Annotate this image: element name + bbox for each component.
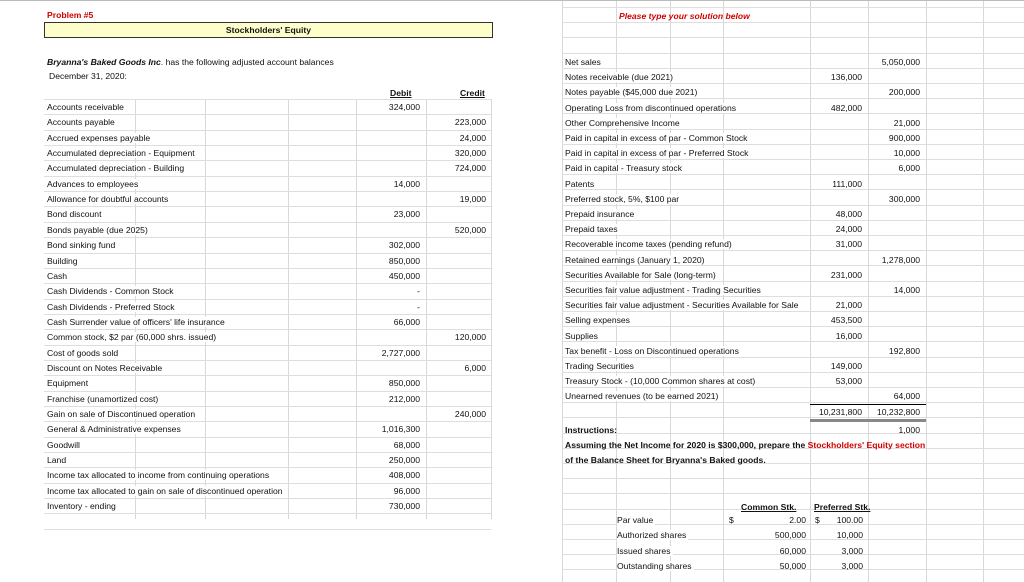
credit-cell[interactable]: 900,000 [888,133,920,143]
instructions-highlight: Stockholders' Equity section [807,440,926,450]
grid-column-line [810,1,811,582]
debit-cell[interactable]: - [417,301,420,312]
grid-row-line [44,329,491,330]
credit-cell[interactable]: 724,000 [454,163,486,174]
instructions-label: Instructions: [565,425,618,435]
credit-cell[interactable]: 19,000 [459,194,486,205]
grid-row-line [44,360,491,361]
grid-row-line [562,113,1024,114]
debit-cell[interactable]: 302,000 [388,240,420,251]
grid-row-line [44,222,491,223]
grid-row-line [562,68,1024,69]
intro-text: . has the following adjusted account balances [160,57,334,67]
account-name: Notes payable ($45,000 due 2021) [565,87,698,98]
common-stk-header: Common Stk. [741,502,797,512]
account-name: Cost of goods sold [47,347,119,358]
debit-cell[interactable]: 250,000 [388,455,420,466]
credit-cell[interactable]: 1,278,000 [881,254,920,265]
intro-line [47,57,334,67]
account-name: Land [47,455,67,466]
credit-cell[interactable]: 10,000 [893,148,920,159]
grid-row-line [562,387,1024,388]
account-name: Unearned revenues (to be earned 2021) [565,391,719,402]
debit-cell[interactable]: 1,016,300 [381,424,420,435]
account-name: Accounts payable [47,117,115,128]
account-name: Advances to employees [47,178,139,189]
debit-cell[interactable]: 231,000 [830,269,862,280]
debit-cell[interactable]: 324,000 [388,102,420,112]
account-name: Securities fair value adjustment - Securities Available for Sale [565,300,799,311]
grid-row-line [562,493,1024,494]
account-name: Bond sinking fund [47,240,116,251]
grid-row-line [44,299,491,300]
currency-symbol: $ [815,515,820,525]
grid-row-line [562,22,1024,23]
grid-row-line [562,417,1024,418]
debit-cell[interactable]: 850,000 [388,378,420,389]
grid-row-line [562,326,1024,327]
account-name: Selling expenses [565,315,630,326]
account-name: Accrued expenses payable [47,132,151,143]
account-name: Accumulated depreciation - Building [47,163,185,174]
grid-row-line [44,206,491,207]
credit-cell[interactable]: 223,000 [454,117,486,128]
grid-row-line [44,498,491,499]
debit-cell[interactable]: 149,000 [830,361,862,371]
grid-row-line [44,421,491,422]
stock-label: Outstanding shares [617,560,692,571]
grid-row-line [44,513,491,514]
grid-row-line [562,53,1024,54]
grid-row-line [562,37,1024,38]
grid-row-line [562,235,1024,236]
account-name: Bond discount [47,209,102,220]
account-name: Bonds payable (due 2025) [47,224,148,235]
credit-cell[interactable]: 24,000 [459,132,486,143]
grid-row-line [44,467,491,468]
debit-cell[interactable]: 2,727,000 [381,347,420,358]
grid-row-line [44,130,491,131]
grid-row-line [562,159,1024,160]
grid-row-line [44,283,491,284]
debit-header: Debit [390,88,412,98]
grid-column-line [426,99,427,519]
debit-cell[interactable]: 66,000 [393,316,420,327]
preferred-value[interactable]: 10,000 [836,530,863,541]
credit-cell[interactable]: 21,000 [893,117,920,128]
grid-row-line [44,483,491,484]
grid-row-line [562,220,1024,221]
debit-cell[interactable]: 31,000 [835,239,862,250]
common-value[interactable]: 60,000 [779,545,806,556]
account-name: Notes receivable (due 2021) [565,72,673,83]
account-name: Allowance for doubtful accounts [47,194,169,205]
account-name: Inventory - ending [47,501,116,512]
grid-row-line [44,391,491,392]
account-name: Trading Securities [565,361,634,371]
account-name: Prepaid taxes [565,224,618,235]
grid-row-line [562,372,1024,373]
account-name: Operating Loss from discontinued operations [565,102,737,113]
preferred-stk-header: Preferred Stk. [814,502,871,512]
instructions-text: Assuming the Net Income for 2020 is $300,000, prepare the [565,440,808,450]
total-rule [810,404,926,405]
debit-cell[interactable]: 482,000 [830,102,862,113]
preferred-value[interactable]: 3,000 [841,560,863,571]
grid-row-line [562,7,1024,8]
credit-cell[interactable]: 6,000 [464,362,486,373]
grid-row-line [562,205,1024,206]
grid-row-line [562,265,1024,266]
grid-row-line [562,433,1024,434]
grid-row-line [562,478,1024,479]
account-name: Gain on sale of Discontinued operation [47,409,196,419]
account-name: Paid in capital in excess of par - Common Stock [565,133,748,143]
account-name: Retained earnings (January 1, 2020) [565,254,705,265]
account-name: Income tax allocated to gain on sale of discontinued operation [47,485,283,496]
total-difference[interactable]: 1,000 [898,425,920,435]
grid-row-line [562,174,1024,175]
grid-row-line [562,144,1024,145]
account-name: General & Administrative expenses [47,424,181,435]
grid-row-line [44,452,491,453]
debit-cell[interactable]: 212,000 [388,393,420,404]
grid-row-line [44,191,491,192]
debit-cell[interactable]: 450,000 [388,270,420,281]
account-name: Building [47,255,78,266]
grid-column-line [491,99,492,519]
grid-row-line [562,83,1024,84]
account-name: Recoverable income taxes (pending refund) [565,239,732,250]
common-value[interactable]: 2.00 [789,515,806,525]
account-name: Cash [47,270,68,281]
double-rule [810,419,926,422]
account-name: Patents [565,178,595,189]
grid-row-line [44,406,491,407]
grid-column-line [926,1,927,582]
intro-date: December 31, 2020: [49,71,127,81]
grid-row-line [44,345,491,346]
account-name: Prepaid insurance [565,209,635,219]
account-name: Income tax allocated to income from continuing operations [47,470,270,481]
debit-cell[interactable]: 68,000 [393,439,420,450]
grid-row-line [562,311,1024,312]
debit-cell[interactable]: 453,500 [830,315,862,326]
account-name: Paid in capital - Treasury stock [565,163,683,174]
account-name: Cash Dividends - Common Stock [47,286,174,297]
debit-cell[interactable]: 96,000 [393,485,420,496]
debit-cell[interactable]: 14,000 [393,178,420,189]
credit-header: Credit [460,88,485,98]
grid-row-line [44,99,491,100]
credit-cell[interactable]: 120,000 [454,332,486,343]
credit-cell[interactable]: 14,000 [893,285,920,295]
debit-cell[interactable]: 730,000 [388,501,420,512]
grid-column-line [205,99,206,519]
account-name: Securities Available for Sale (long-term) [565,269,716,280]
grid-row-line [562,357,1024,358]
account-name: Other Comprehensive Income [565,117,680,128]
grid-column-line [288,99,289,519]
grid-row-line [44,253,491,254]
grid-row-line [562,281,1024,282]
grid-row-line [44,237,491,238]
account-name: Equipment [47,378,89,389]
debit-cell[interactable]: 24,000 [835,224,862,235]
company-name: Bryanna's Baked Goods Inc [47,57,161,67]
stock-label: Issued shares [617,545,671,556]
instructions-line1 [565,440,925,450]
account-name: Accumulated depreciation - Equipment [47,148,195,159]
grid-row-line [562,296,1024,297]
problem-label: Problem #5 [47,10,94,20]
account-name: Paid in capital in excess of par - Preferred Stock [565,148,749,159]
grid-column-line [983,1,984,582]
grid-row-line [44,375,491,376]
common-value[interactable]: 500,000 [774,530,806,541]
credit-cell[interactable]: 192,800 [888,345,920,356]
credit-cell[interactable]: 6,000 [898,163,920,174]
total-debit[interactable]: 10,231,800 [818,407,862,417]
account-name: Common stock, $2 par (60,000 shrs. issued) [47,332,217,343]
grid-row-line [44,145,491,146]
account-name: Discount on Notes Receivable [47,362,163,373]
grid-row-line [44,176,491,177]
account-name: Net sales [565,57,601,67]
account-name: Cash Surrender value of officers' life insurance [47,316,225,327]
credit-cell[interactable]: 240,000 [454,409,486,419]
grid-row-line [44,314,491,315]
grid-row-line [44,160,491,161]
credit-cell[interactable]: 200,000 [888,87,920,98]
currency-symbol: $ [729,515,734,525]
preferred-value[interactable]: 3,000 [841,545,863,556]
account-name: Franchise (unamortized cost) [47,393,159,404]
credit-cell[interactable]: 320,000 [454,148,486,159]
grid-row-line [44,529,491,530]
stock-label: Authorized shares [617,530,687,541]
account-name: Goodwill [47,439,80,450]
debit-cell[interactable]: - [417,286,420,297]
debit-cell[interactable]: 111,000 [832,178,862,189]
grid-row-line [562,189,1024,190]
solution-prompt: Please type your solution below [619,11,750,21]
debit-cell[interactable]: 850,000 [388,255,420,266]
grid-row-line [44,114,491,115]
account-name: Cash Dividends - Preferred Stock [47,301,175,312]
grid-row-line [562,98,1024,99]
credit-cell[interactable]: 300,000 [888,193,920,204]
instructions-line2: of the Balance Sheet for Bryanna's Baked goods. [565,455,766,465]
account-name: Securities fair value adjustment - Trading Securities [565,285,761,295]
grid-row-line [562,250,1024,251]
grid-row-line [562,129,1024,130]
credit-cell[interactable]: 520,000 [454,224,486,235]
account-name: Accounts receivable [47,102,124,112]
debit-cell[interactable]: 23,000 [393,209,420,220]
account-name: Treasury Stock - (10,000 Common shares at cost) [565,376,756,387]
preferred-value[interactable]: 100.00 [836,515,863,525]
common-value[interactable]: 50,000 [779,560,806,571]
debit-cell[interactable]: 16,000 [835,330,862,341]
stock-label: Par value [617,515,654,525]
credit-cell[interactable]: 5,050,000 [881,57,920,67]
debit-cell[interactable]: 21,000 [835,300,862,311]
debit-cell[interactable]: 136,000 [830,72,862,83]
account-name: Preferred stock, 5%, $100 par [565,193,680,204]
debit-cell[interactable]: 408,000 [388,470,420,481]
credit-cell[interactable]: 64,000 [893,391,920,402]
account-name: Supplies [565,330,598,341]
debit-cell[interactable]: 53,000 [835,376,862,387]
banner-title: Stockholders' Equity [44,22,493,38]
account-name: Tax benefit - Loss on Discontinued operations [565,345,739,356]
grid-row-line [44,268,491,269]
grid-row-line [562,402,1024,403]
grid-row-line [562,341,1024,342]
debit-cell[interactable]: 48,000 [835,209,862,219]
grid-row-line [44,437,491,438]
total-credit[interactable]: 10,232,800 [876,407,920,417]
grid-column-line [562,1,563,582]
